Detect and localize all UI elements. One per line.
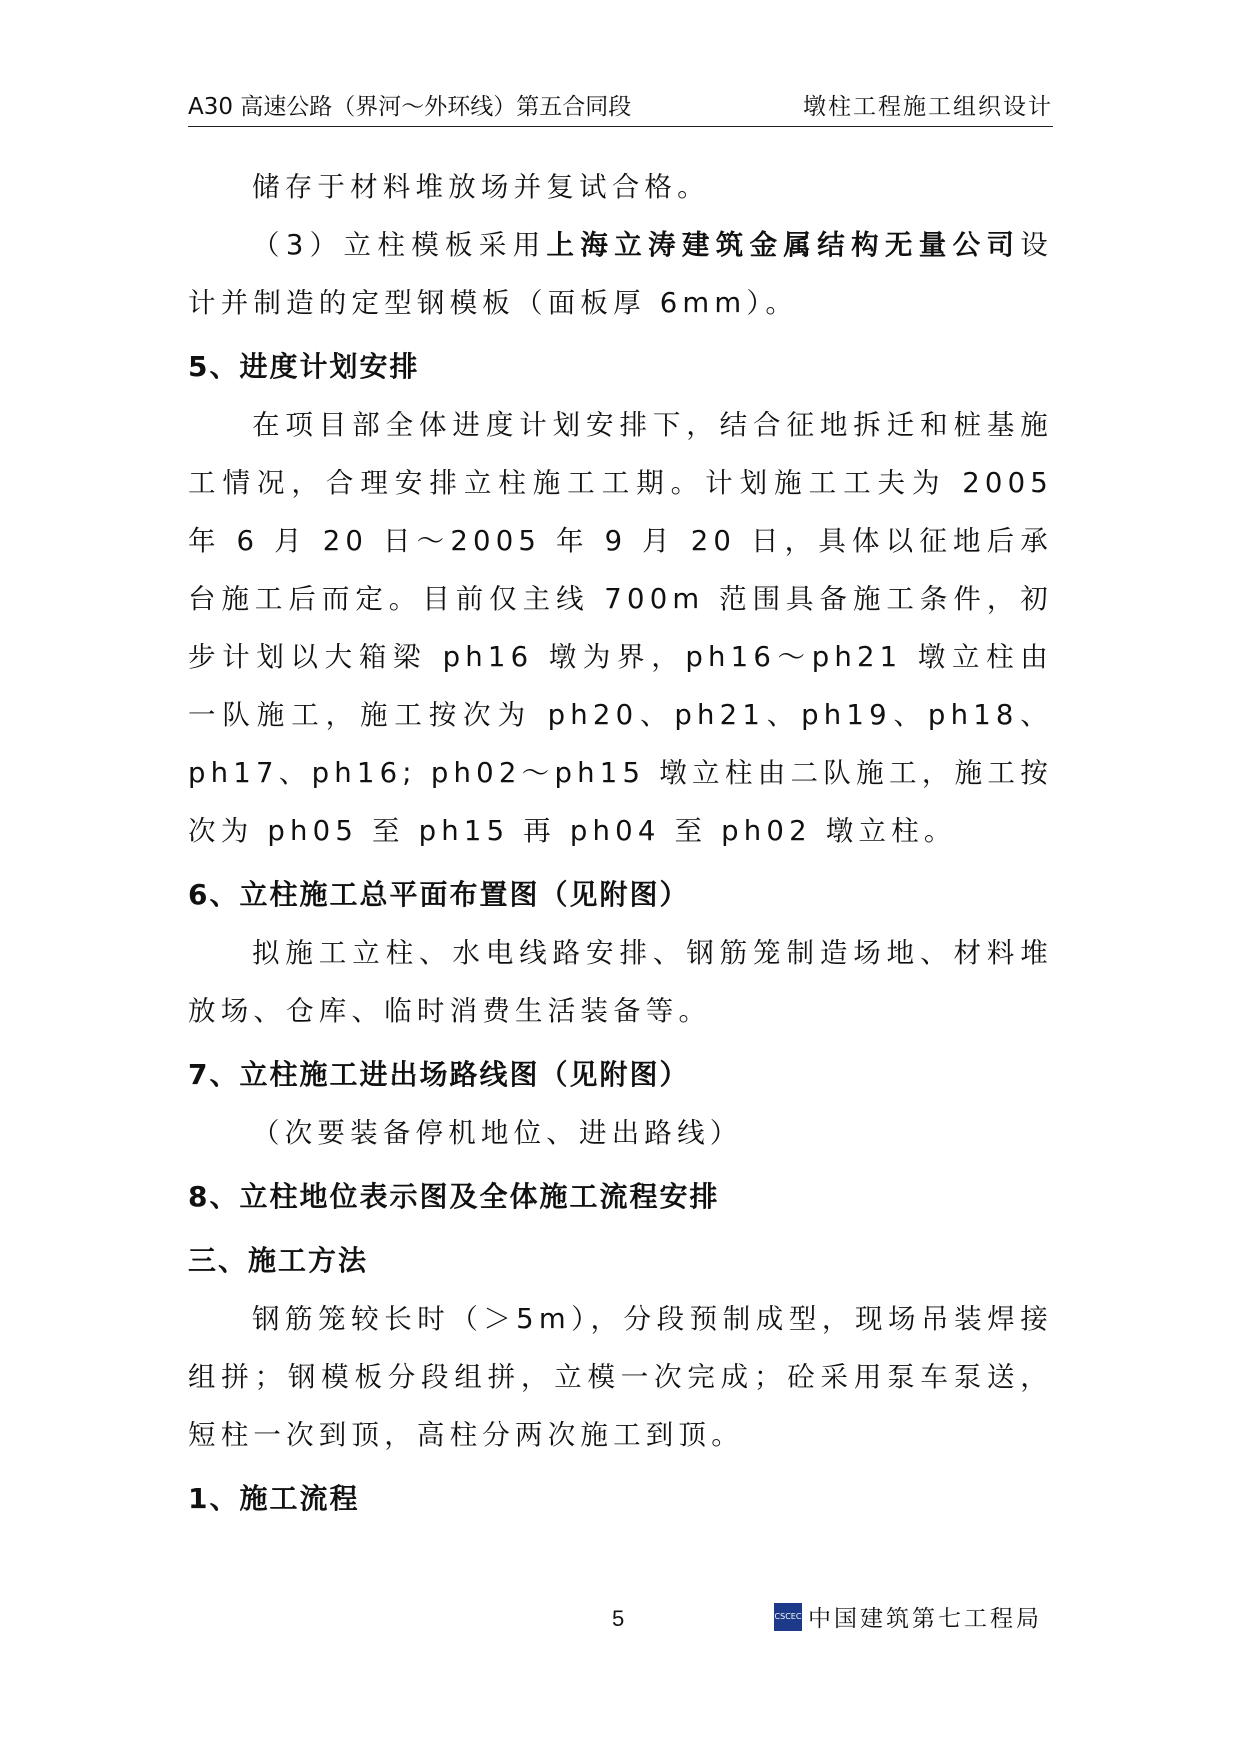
header-divider (188, 126, 1053, 127)
page-number: 5 (612, 1606, 625, 1631)
heading-schedule: 5、进度计划安排 (188, 350, 420, 383)
document-body (188, 158, 1053, 1528)
header-project-title: A30 高速公路（界河～外环线）第五合同段 (188, 94, 632, 120)
paragraph-schedule: 在项目部全体进度计划安排下，结合征地拆迁和桩基施工情况，合理安排立柱施工工期。计划施工工夫为 2005 年 6 月 20 日～2005 年 9 月 20 日，具体以征地后承台施工后而定。目前仅主线 700m 范围具备施工条件，初步计划以大箱梁 ph16 墩为界，ph16～ph21 墩立柱由一队施工，施工按次为 ph20、ph21、ph19、ph18、ph17、ph16; ph02～ph15 墩立柱由二队施工，施工按次为 ph05 至 ph15 再 ph04 至 ph02 墩立柱。 (188, 409, 1053, 847)
heading-site-layout: 6、立柱施工总平面布置图（见附图） (188, 878, 690, 911)
company-name: 中国建筑第七工程局 (808, 1606, 1042, 1632)
formwork-text-pre: （3）立柱模板采用 (252, 229, 547, 261)
formwork-company-name: 上海立涛建筑金属结构无量公司 (546, 229, 1021, 261)
paragraph-formwork (188, 216, 1053, 332)
company-logo-icon: CSCEC (774, 1603, 802, 1631)
heading-construction-method: 三、施工方法 (188, 1244, 369, 1277)
heading-construction-process: 1、施工流程 (188, 1482, 360, 1515)
paragraph-storage: 储存于材料堆放场并复试合格。 (252, 171, 710, 203)
heading-access-route: 7、立柱施工进出场路线图（见附图） (188, 1058, 690, 1091)
heading-column-position: 8、立柱地位表示图及全体施工流程安排 (188, 1180, 720, 1213)
paragraph-construction-method: 钢筋笼较长时（＞5m），分段预制成型，现场吊装焊接组拼；钢模板分段组拼，立模一次完成；砼采用泵车泵送，短柱一次到顶，高柱分两次施工到顶。 (188, 1303, 1053, 1451)
page-header (188, 88, 1053, 128)
formwork-text-post: 设计并制造的定型钢模板（面板厚 6mm）。 (188, 229, 1053, 319)
paragraph-site-layout: 拟施工立柱、水电线路安排、钢筋笼制造场地、材料堆放场、仓库、临时消费生活装备等。 (188, 937, 1053, 1027)
header-document-title: 墩柱工程施工组织设计 (803, 94, 1053, 120)
company-footer (774, 1600, 1042, 1633)
paragraph-access-route: （次要装备停机地位、进出路线） (252, 1117, 743, 1149)
